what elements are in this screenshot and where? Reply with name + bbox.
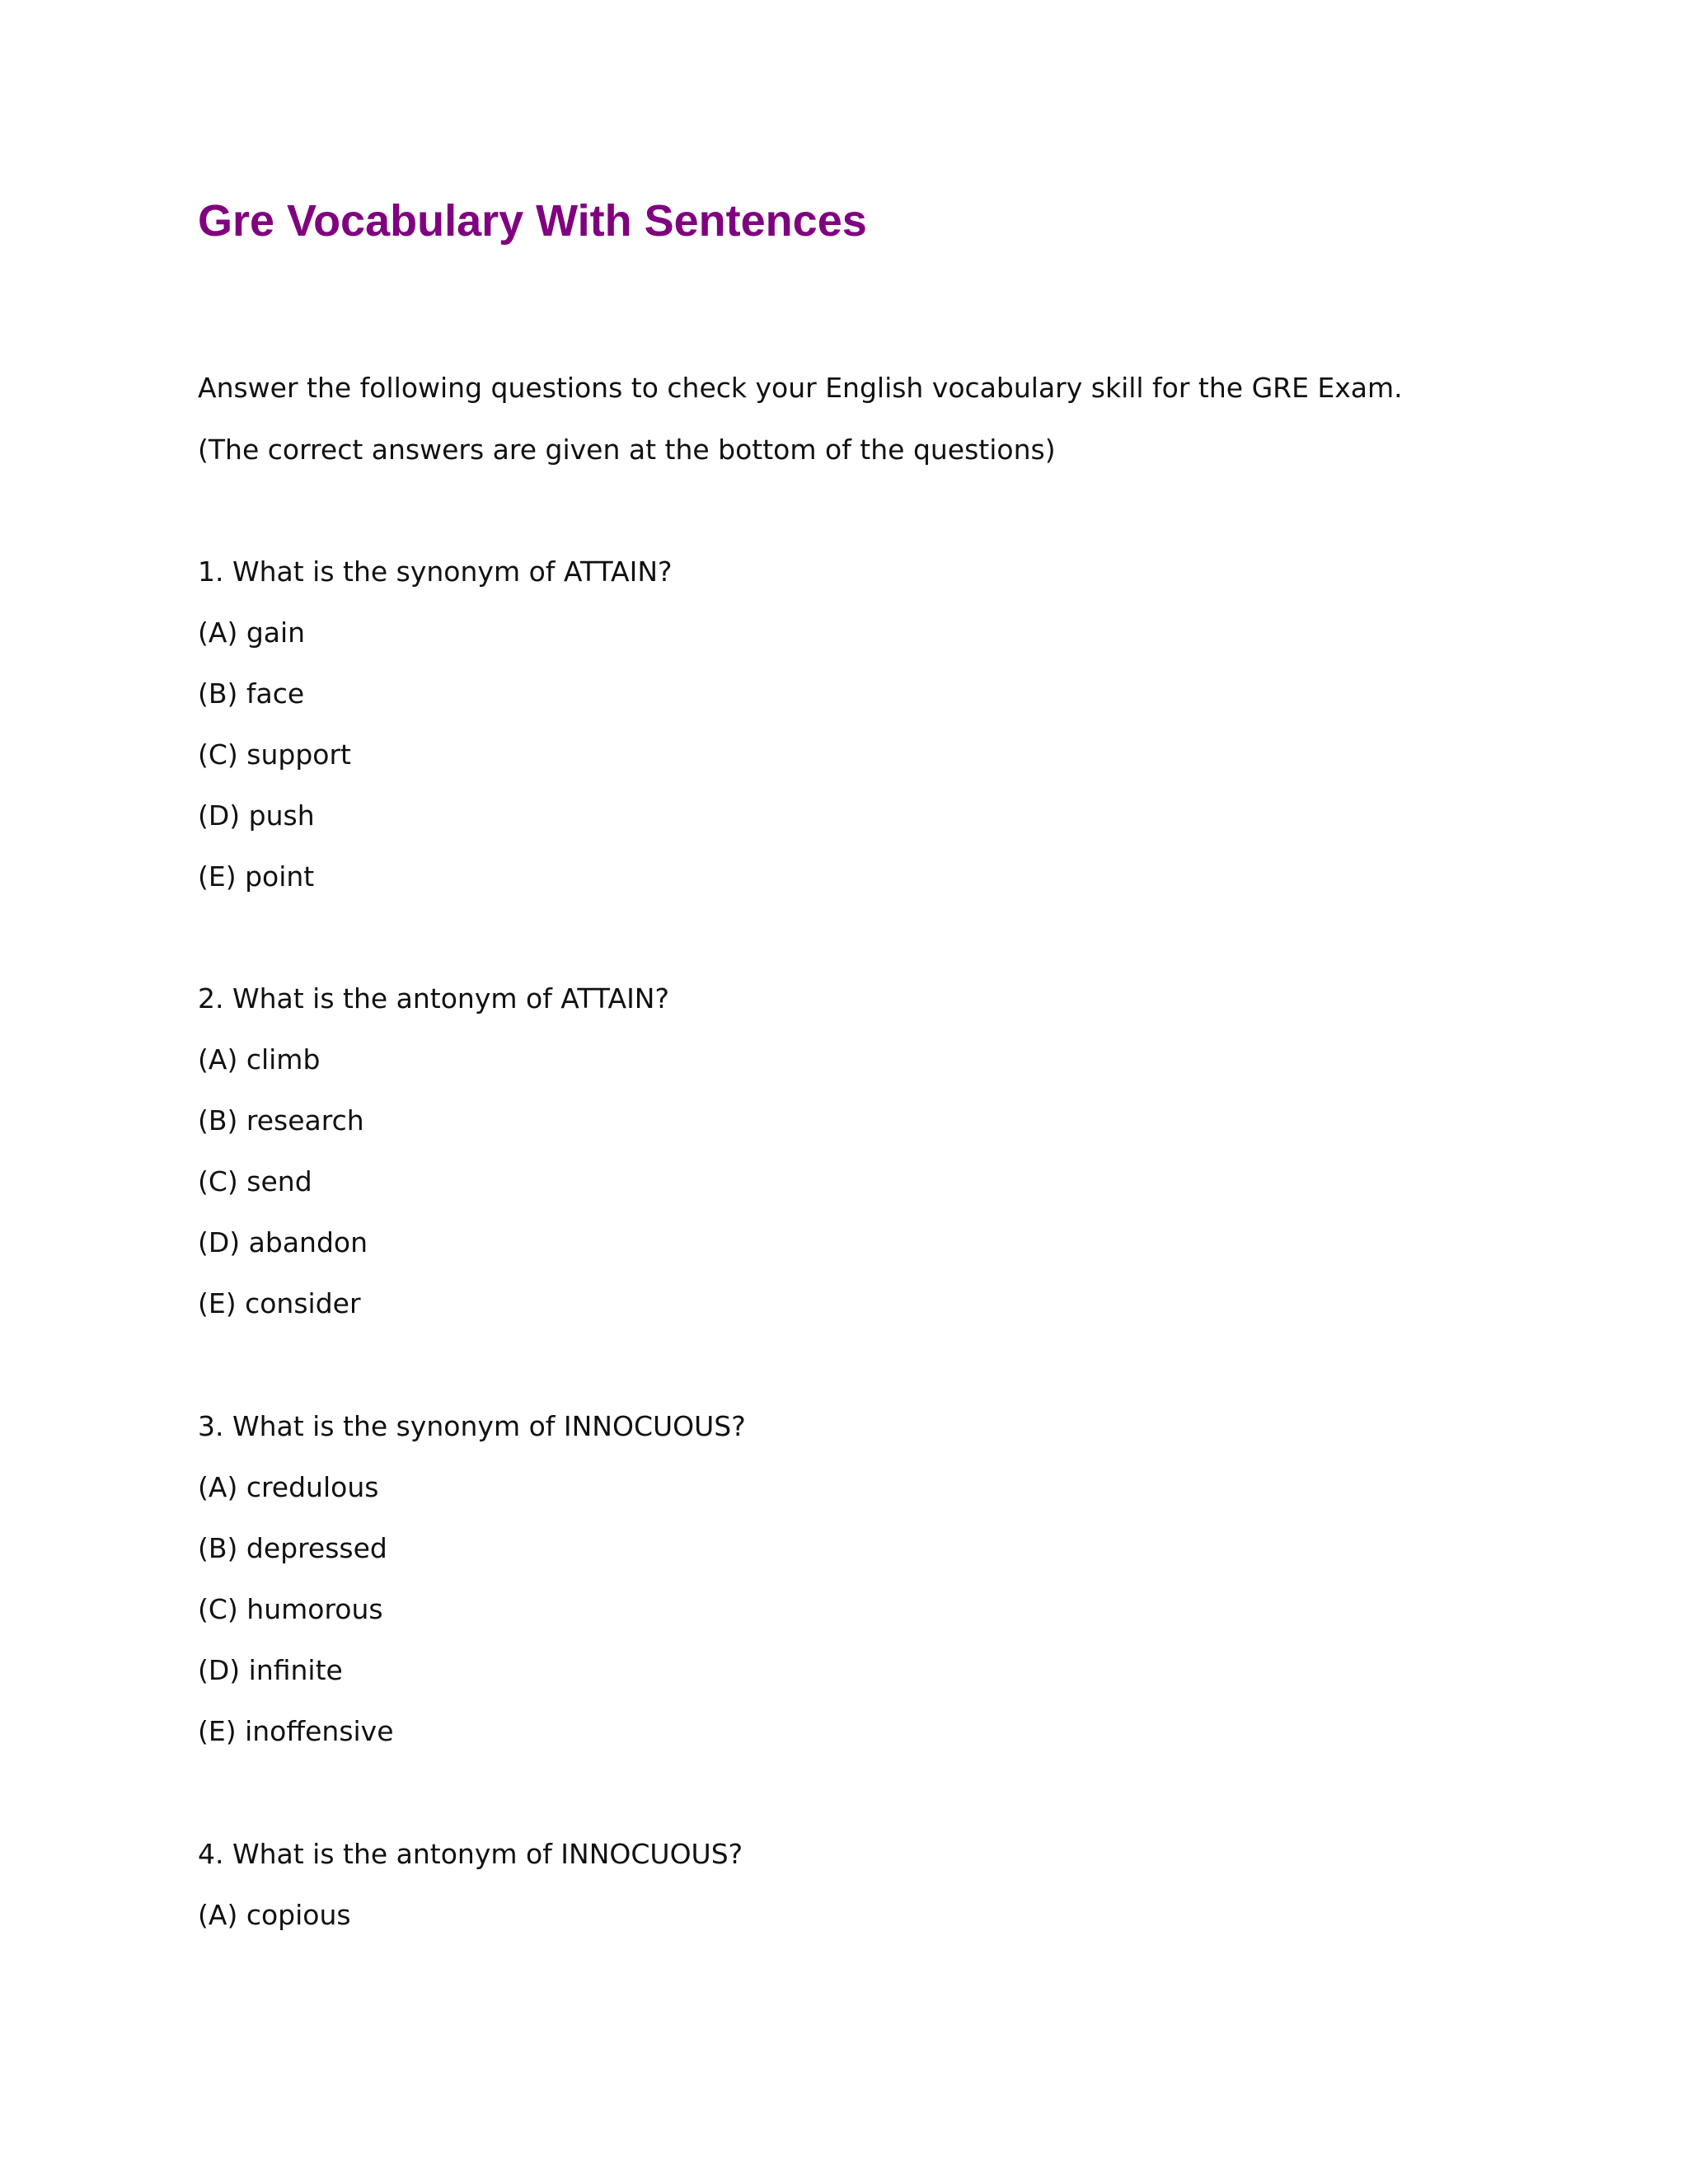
intro-answers-note: (The correct answers are given at the bottom of the questions) [198, 434, 1056, 466]
page-title: Gre Vocabulary With Sentences [198, 196, 867, 246]
answer-option: (B) research [198, 1104, 364, 1137]
question-prompt: 1. What is the synonym of ATTAIN? [198, 555, 673, 588]
answer-option: (E) inoffensive [198, 1715, 394, 1747]
intro-instructions: Answer the following questions to check your English vocabulary skill for the GRE Exam. [198, 372, 1403, 404]
answer-option: (A) credulous [198, 1471, 379, 1503]
answer-option: (D) push [198, 799, 315, 832]
answer-option: (D) abandon [198, 1226, 368, 1258]
answer-option: (C) support [198, 738, 351, 771]
answer-option: (B) face [198, 677, 305, 710]
answer-option: (A) gain [198, 616, 306, 649]
answer-option: (B) depressed [198, 1532, 387, 1564]
question-prompt: 2. What is the antonym of ATTAIN? [198, 982, 670, 1015]
answer-option: (A) copious [198, 1899, 351, 1931]
answer-option: (D) infinite [198, 1654, 343, 1686]
question-prompt: 3. What is the synonym of INNOCUOUS? [198, 1410, 746, 1442]
answer-option: (C) send [198, 1165, 312, 1197]
answer-option: (E) consider [198, 1287, 361, 1319]
answer-option: (E) point [198, 860, 315, 893]
answer-option: (C) humorous [198, 1593, 383, 1625]
question-prompt: 4. What is the antonym of INNOCUOUS? [198, 1838, 743, 1870]
answer-option: (A) climb [198, 1043, 321, 1076]
